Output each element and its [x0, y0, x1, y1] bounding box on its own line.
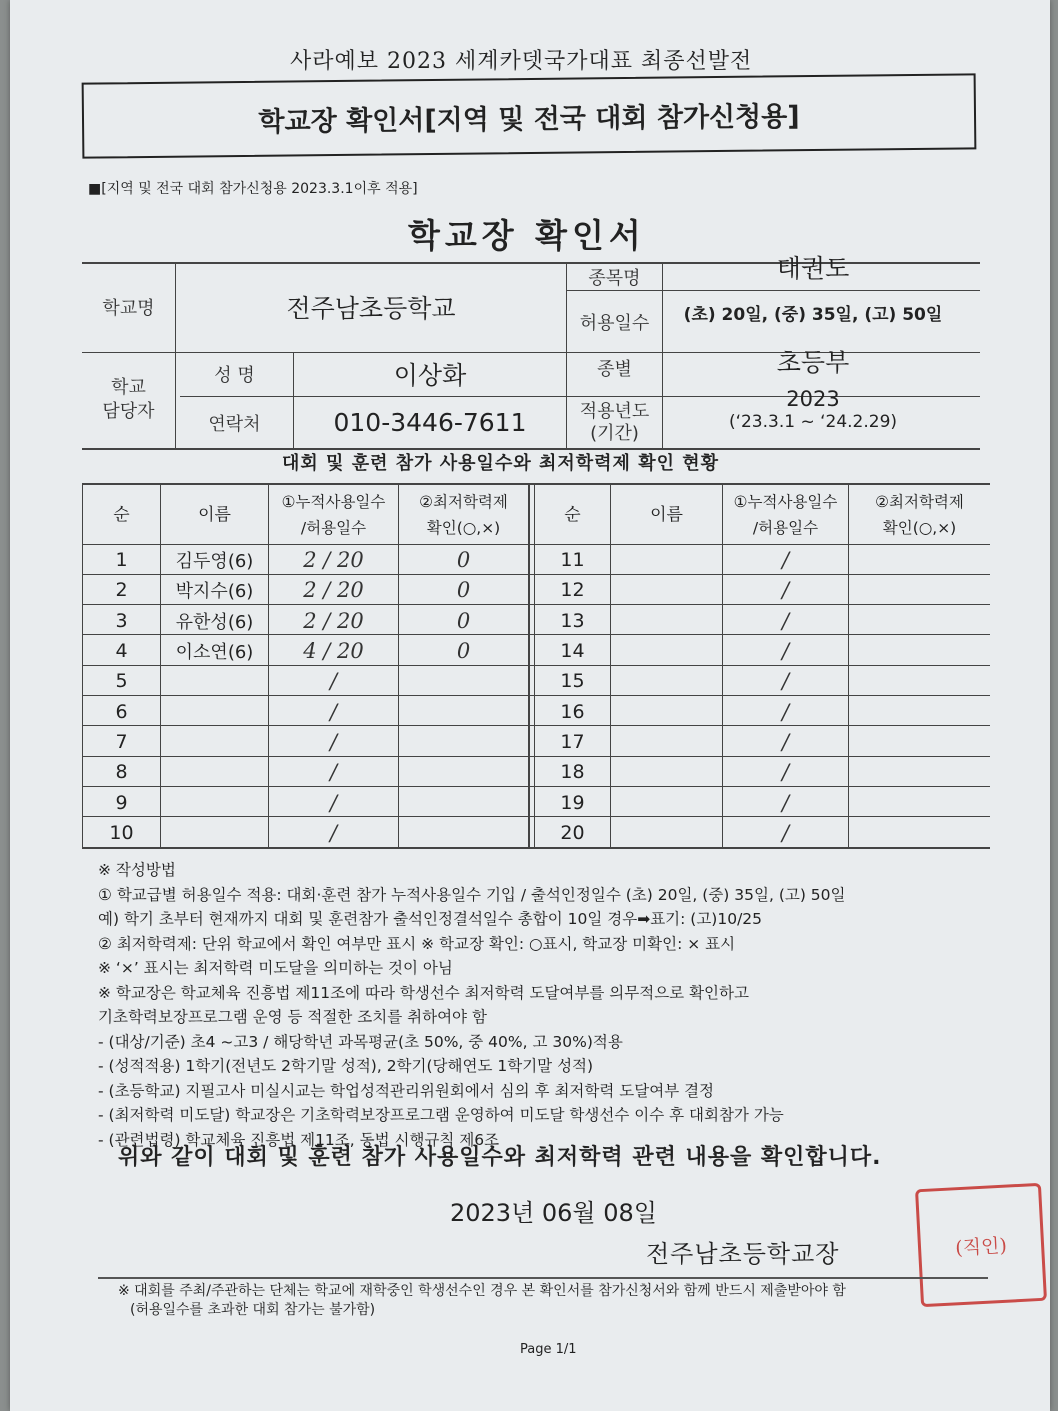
header-no-left: 순 — [113, 504, 130, 525]
row-number-right: 14 — [560, 640, 585, 663]
footnote-line: ※ 대회를 주최/주관하는 단체는 학교에 재학중인 학생선수인 경우 본 확인서를 참가신청서와 함께 반드시 제출받아야 함 — [118, 1283, 846, 1299]
contact-label: 연락처 — [208, 413, 261, 435]
note-line: - (성적적용) 1학기(전년도 2학기말 성적), 2학기(당해연도 1학기말 성적) — [98, 1057, 594, 1075]
header-days-left: ①누적사용일수 /허용일수 — [281, 492, 386, 537]
usage-days-left: / — [329, 790, 338, 815]
sport-value: 태권도 — [776, 254, 850, 283]
year-value: 2023 — [786, 387, 840, 411]
row-number-left: 4 — [115, 640, 128, 663]
writing-instructions — [98, 858, 998, 1152]
form-note: ■[지역 및 전국 대회 참가신청용 2023.3.1이후 적용] — [88, 181, 418, 197]
usage-days-left: / — [329, 820, 338, 845]
seal-text: (직인) — [954, 1234, 1008, 1259]
note-line: - (관련법령) 학교체육 진흥법 제11조, 동법 시행규칙 제6조 — [98, 1130, 500, 1149]
usage-days-left: 2 / 20 — [303, 578, 364, 603]
academic-check-right — [849, 636, 990, 666]
student-name-right — [611, 787, 722, 817]
note-line: ※ 작성방법 — [98, 861, 176, 879]
allowed-days-label: 허용일수 — [579, 313, 650, 334]
academic-check-left — [399, 757, 528, 787]
person-name-value: 이상화 — [393, 361, 467, 390]
sport-label: 종목명 — [588, 268, 641, 289]
header-no-right: 순 — [564, 504, 581, 525]
document-page — [10, 0, 1050, 1411]
event-title: 사라예보 2023 세계카뎃국가대표 최종선발전 — [290, 49, 753, 74]
header-check-left: ②최저학력제 확인(○,×) — [419, 492, 508, 537]
note-line: - (대상/기준) 초4 ~고3 / 해당학년 과목평균(초 50%, 중 40%, 고 30%)적용 — [98, 1032, 623, 1051]
academic-check-right — [849, 697, 990, 727]
row-number-right: 17 — [560, 730, 585, 753]
academic-check-left: 0 — [456, 608, 471, 633]
usage-days-right: / — [781, 639, 790, 664]
academic-check-right — [849, 787, 990, 817]
academic-check-right — [849, 545, 990, 575]
class-value: 초등부 — [776, 348, 850, 377]
usage-days-right: / — [781, 548, 790, 573]
note-line: 예) 학기 초부터 현재까지 대회 및 훈련참가 출석인정결석일수 총합이 10일 경우➡표기: (고)10/25 — [98, 910, 763, 928]
row-number-right: 18 — [560, 761, 585, 784]
usage-days-right: / — [781, 820, 790, 845]
note-line: ※ ‘×’ 표시는 최저학력 미도달을 의미하는 것이 아님 — [98, 959, 453, 977]
confirmation-statement: 위와 같이 대회 및 훈련 참가 사용일수와 최저학력 관련 내용을 확인합니다. — [118, 1145, 882, 1170]
document-title: 학교장 확인서 — [408, 216, 646, 255]
page-number: Page 1/1 — [520, 1342, 577, 1357]
row-number-left: 3 — [115, 609, 128, 632]
student-name-left — [161, 818, 268, 848]
usage-days-left: / — [329, 699, 338, 724]
section-title: 대회 및 훈련 참가 사용일수와 최저학력제 확인 현황 — [282, 453, 720, 474]
usage-days-right: / — [781, 699, 790, 724]
usage-days-left: 2 / 20 — [303, 548, 364, 573]
period-value: (‘23.3.1 ~ ‘24.2.29) — [728, 412, 898, 432]
student-name-right — [611, 757, 722, 787]
academic-check-left — [399, 666, 528, 696]
footnote — [118, 1282, 1018, 1320]
row-number-right: 12 — [560, 579, 585, 602]
person-name-label: 성 명 — [214, 365, 255, 386]
row-number-left: 7 — [115, 730, 128, 753]
row-number-left: 1 — [115, 549, 128, 572]
student-name-right — [611, 818, 722, 848]
row-number-left: 9 — [115, 791, 128, 814]
academic-check-left — [399, 727, 528, 757]
academic-check-left — [399, 697, 528, 727]
academic-check-left — [399, 818, 528, 848]
student-name-left — [161, 697, 268, 727]
student-name-left — [161, 666, 268, 696]
student-name-right — [611, 666, 722, 696]
class-label: 종별 — [597, 359, 632, 380]
student-name-right — [611, 636, 722, 666]
usage-days-left: 2 / 20 — [303, 608, 364, 633]
academic-check-right — [849, 727, 990, 757]
row-number-left: 2 — [115, 579, 128, 602]
student-name-right — [611, 575, 722, 605]
row-number-right: 15 — [560, 670, 585, 693]
student-name-right — [611, 606, 722, 636]
note-line: - (최저학력 미도달) 학교장은 기초학력보장프로그램 운영하여 미도달 학생선수 이수 후 대회참가 가능 — [98, 1106, 784, 1124]
school-name-label: 학교명 — [102, 298, 155, 319]
student-name-left: 박지수(6) — [175, 581, 254, 603]
academic-check-right — [849, 818, 990, 848]
academic-check-left: 0 — [456, 639, 471, 664]
student-name-left — [161, 757, 268, 787]
student-name-left: 이소연(6) — [175, 642, 254, 664]
row-number-left: 8 — [115, 761, 128, 784]
row-number-right: 11 — [560, 549, 585, 572]
row-number-right: 20 — [560, 821, 585, 844]
academic-check-left: 0 — [456, 578, 471, 603]
note-line: ① 학교급별 허용일수 적용: 대회·훈련 참가 누적사용일수 기입 / 출석인정일수 (초) 20일, (중) 35일, (고) 50일 — [98, 885, 846, 904]
note-line: - (초등학교) 지필고사 미실시교는 학업성적관리위원회에서 심의 후 최저학력 도달여부 결정 — [98, 1081, 715, 1100]
school-name-value: 전주남초등학교 — [286, 294, 456, 323]
student-name-right — [611, 697, 722, 727]
student-name-right — [611, 727, 722, 757]
row-number-right: 16 — [560, 700, 585, 723]
usage-days-right: / — [781, 790, 790, 815]
row-number-right: 19 — [560, 791, 585, 814]
usage-days-left: / — [329, 729, 338, 754]
student-name-left: 유한성(6) — [175, 611, 254, 633]
academic-check-right — [849, 666, 990, 696]
header-check-right: ②최저학력제 확인(○,×) — [875, 492, 964, 537]
header-name-right: 이름 — [650, 504, 683, 525]
usage-days-right: / — [781, 578, 790, 603]
student-name-left — [161, 787, 268, 817]
usage-days-right: / — [781, 729, 790, 754]
row-number-right: 13 — [560, 609, 585, 632]
usage-days-left: / — [329, 760, 338, 785]
issue-date: 2023년 06월 08일 — [450, 1199, 657, 1227]
header-days-right: ①누적사용일수 /허용일수 — [733, 492, 838, 537]
academic-check-right — [849, 575, 990, 605]
usage-days-right: / — [781, 669, 790, 694]
usage-days-left: 4 / 20 — [303, 639, 364, 664]
boxed-form-title-text: 학교장 확인서[지역 및 전국 대회 참가신청용] — [258, 100, 800, 138]
note-line: ② 최저학력제: 단위 학교에서 확인 여부만 표시 ※ 학교장 확인: ○표시, 학교장 미확인: × 표시 — [98, 934, 736, 953]
note-line: ※ 학교장은 학교체육 진흥법 제11조에 따라 학생선수 최저학력 도달여부를 의무적으로 확인하고 — [98, 983, 749, 1002]
row-number-left: 10 — [109, 821, 134, 844]
footnote-divider — [98, 1277, 988, 1279]
student-name-left — [161, 727, 268, 757]
boxed-form-title — [82, 73, 977, 158]
student-name-right — [611, 545, 722, 575]
academic-check-left: 0 — [456, 548, 471, 573]
academic-check-right — [849, 757, 990, 787]
academic-check-left — [399, 787, 528, 817]
row-number-left: 5 — [115, 670, 128, 693]
manager-label: 학교 담당자 — [102, 377, 155, 422]
footnote-line: (허용일수를 초과한 대회 참가는 불가함) — [130, 1302, 376, 1318]
row-number-left: 6 — [115, 700, 128, 723]
contact-value: 010-3446-7611 — [333, 408, 527, 437]
usage-days-left: / — [329, 669, 338, 694]
allowed-days-value: (초) 20일, (중) 35일, (고) 50일 — [683, 304, 943, 325]
note-line: 기초학력보장프로그램 운영 등 적절한 조치를 취하여야 함 — [98, 1008, 487, 1026]
usage-days-right: / — [781, 760, 790, 785]
academic-check-right — [849, 606, 990, 636]
student-name-left: 김두영(6) — [175, 551, 254, 573]
year-label: 적용년도 (기간) — [579, 400, 650, 444]
principal-signature-line: 전주남초등학교장 — [646, 1240, 840, 1268]
usage-days-right: / — [781, 608, 790, 633]
header-name-left: 이름 — [198, 504, 231, 525]
